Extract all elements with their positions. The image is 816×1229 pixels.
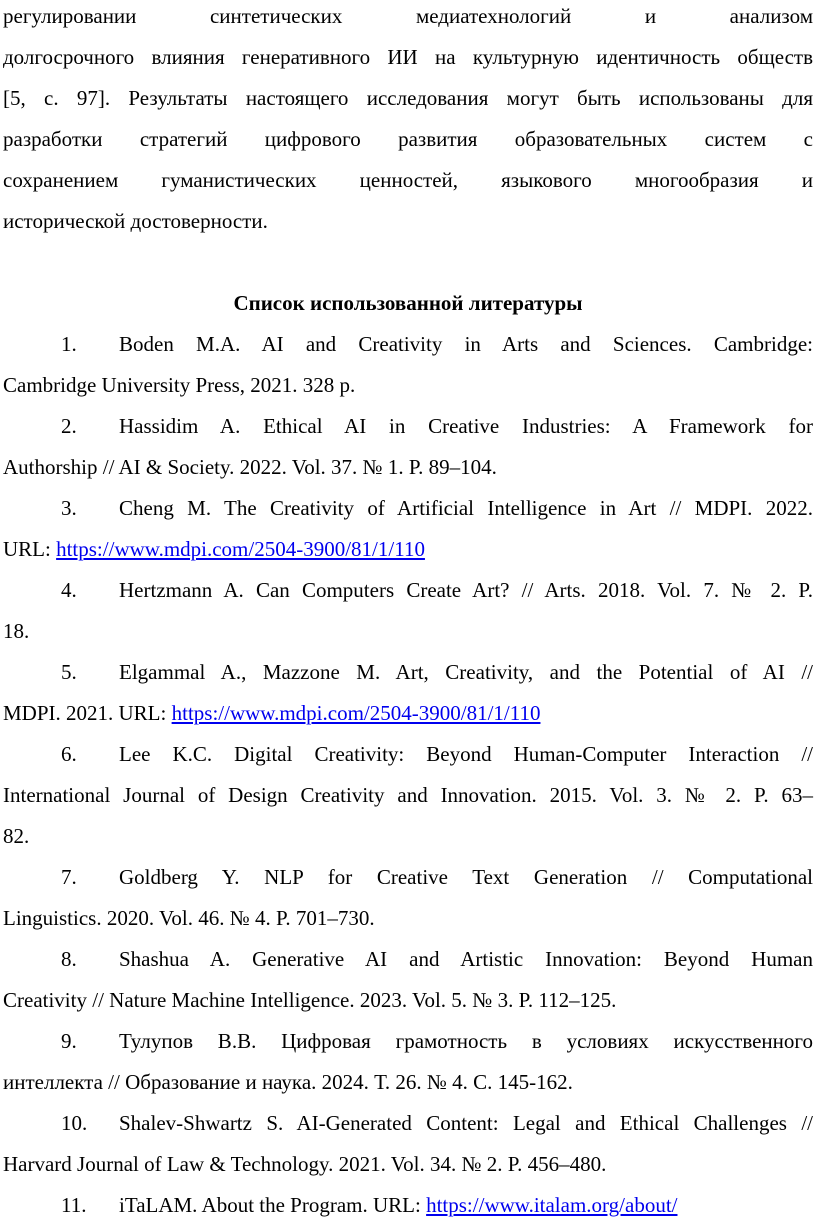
reference-item [3, 488, 813, 570]
reference-number: 9. [61, 1029, 77, 1053]
reference-continuation [3, 980, 813, 1021]
reference-item [3, 857, 813, 939]
reference-number: 2. [61, 414, 77, 438]
reference-text: Hassidim A. Ethical AI in Creative Industries: A Framework for [119, 414, 813, 438]
reference-first-line [3, 1021, 813, 1062]
reference-first-line [3, 324, 813, 365]
reference-continuation [3, 529, 813, 570]
reference-first-line [3, 406, 813, 447]
body-line: [5, с. 97]. Результаты настоящего исследования могут быть использованы для [3, 86, 813, 110]
reference-text: Elgammal A., Mazzone M. Art, Creativity, and the Potential of AI // [119, 660, 813, 684]
reference-continuation [3, 447, 813, 488]
reference-first-line [3, 939, 813, 980]
reference-number: 3. [61, 496, 77, 520]
reference-item [3, 734, 813, 857]
reference-first-line [3, 570, 813, 611]
reference-continuation [3, 1144, 813, 1185]
body-line: исторической достоверности. [3, 209, 268, 233]
body-line: разработки стратегий цифрового развития образовательных систем с [3, 127, 813, 151]
reference-number: 6. [61, 742, 77, 766]
reference-first-line [3, 488, 813, 529]
reference-continuation-line: International Journal of Design Creativity and Innovation. 2015. Vol. 3. № 2. P. 63– [3, 783, 813, 807]
reference-item [3, 1185, 813, 1226]
reference-number: 7. [61, 865, 77, 889]
reference-number: 11. [61, 1193, 87, 1217]
reference-first-line [3, 1185, 813, 1226]
reference-text: Goldberg Y. NLP for Creative Text Generation // Computational [119, 865, 813, 889]
reference-item [3, 570, 813, 652]
reference-continuation-text: интеллекта // Образование и наука. 2024. Т. 26. № 4. С. 145-162. [3, 1070, 573, 1094]
reference-continuation [3, 775, 813, 857]
reference-text: Shashua A. Generative AI and Artistic Innovation: Beyond Human [119, 947, 813, 971]
reference-text: Тулупов В.В. Цифровая грамотность в условиях искусственного [119, 1029, 813, 1053]
reference-continuation-text: MDPI. 2021. URL: [3, 701, 172, 725]
reference-item [3, 1103, 813, 1185]
reference-link[interactable]: https://www.italam.org/about/ [426, 1193, 678, 1217]
reference-continuation-text: Harvard Journal of Law & Technology. 2021. Vol. 34. № 2. P. 456–480. [3, 1152, 607, 1176]
references-list [3, 324, 813, 1226]
reference-item [3, 324, 813, 406]
reference-number: 10. [61, 1111, 88, 1135]
reference-continuation-text: Linguistics. 2020. Vol. 46. № 4. P. 701–730. [3, 906, 375, 930]
body-line: сохранением гуманистических ценностей, языкового многообразия и [3, 168, 813, 192]
reference-first-line [3, 1103, 813, 1144]
reference-number: 4. [61, 578, 77, 602]
reference-continuation-text: Creativity // Nature Machine Intelligence. 2023. Vol. 5. № 3. P. 112–125. [3, 988, 617, 1012]
reference-continuation-text: Cambridge University Press, 2021. 328 p. [3, 373, 356, 397]
reference-continuation [3, 611, 813, 652]
reference-link[interactable]: https://www.mdpi.com/2504-3900/81/1/110 [171, 701, 541, 725]
reference-item [3, 406, 813, 488]
body-line: долгосрочного влияния генеративного ИИ на культурную идентичность обществ [3, 45, 813, 69]
reference-text: Shalev-Shwartz S. AI-Generated Content: Legal and Ethical Challenges // [119, 1111, 813, 1135]
reference-continuation [3, 693, 813, 734]
reference-number: 5. [61, 660, 77, 684]
references-heading: Список использованной литературы [233, 291, 583, 315]
body-line: регулировании синтетических медиатехнологий и анализом [3, 4, 813, 28]
reference-text: iTaLAM. About the Program. URL: [119, 1193, 427, 1217]
reference-link[interactable]: https://www.mdpi.com/2504-3900/81/1/110 [56, 537, 425, 561]
reference-item [3, 1021, 813, 1103]
reference-text: Boden M.A. AI and Creativity in Arts and Sciences. Cambridge: [119, 332, 813, 356]
reference-number: 8. [61, 947, 77, 971]
reference-text: Hertzmann A. Can Computers Create Art? // Arts. 2018. Vol. 7. № 2. P. [119, 578, 813, 602]
body-paragraph [3, 0, 813, 242]
reference-text: Lee K.C. Digital Creativity: Beyond Human-Computer Interaction // [119, 742, 813, 766]
reference-continuation [3, 1062, 813, 1103]
reference-continuation-line: 82. [3, 824, 30, 848]
reference-continuation-text: URL: [3, 537, 57, 561]
reference-continuation [3, 898, 813, 939]
reference-continuation [3, 365, 813, 406]
reference-text: Cheng M. The Creativity of Artificial Intelligence in Art // MDPI. 2022. [119, 496, 813, 520]
reference-first-line [3, 734, 813, 775]
reference-continuation-text: Authorship // AI & Society. 2022. Vol. 37. № 1. P. 89–104. [3, 455, 497, 479]
reference-number: 1. [61, 332, 77, 356]
reference-first-line [3, 652, 813, 693]
reference-continuation-text: 18. [3, 619, 30, 643]
document-page [3, 0, 813, 1226]
reference-item [3, 652, 813, 734]
reference-first-line [3, 857, 813, 898]
reference-item [3, 939, 813, 1021]
